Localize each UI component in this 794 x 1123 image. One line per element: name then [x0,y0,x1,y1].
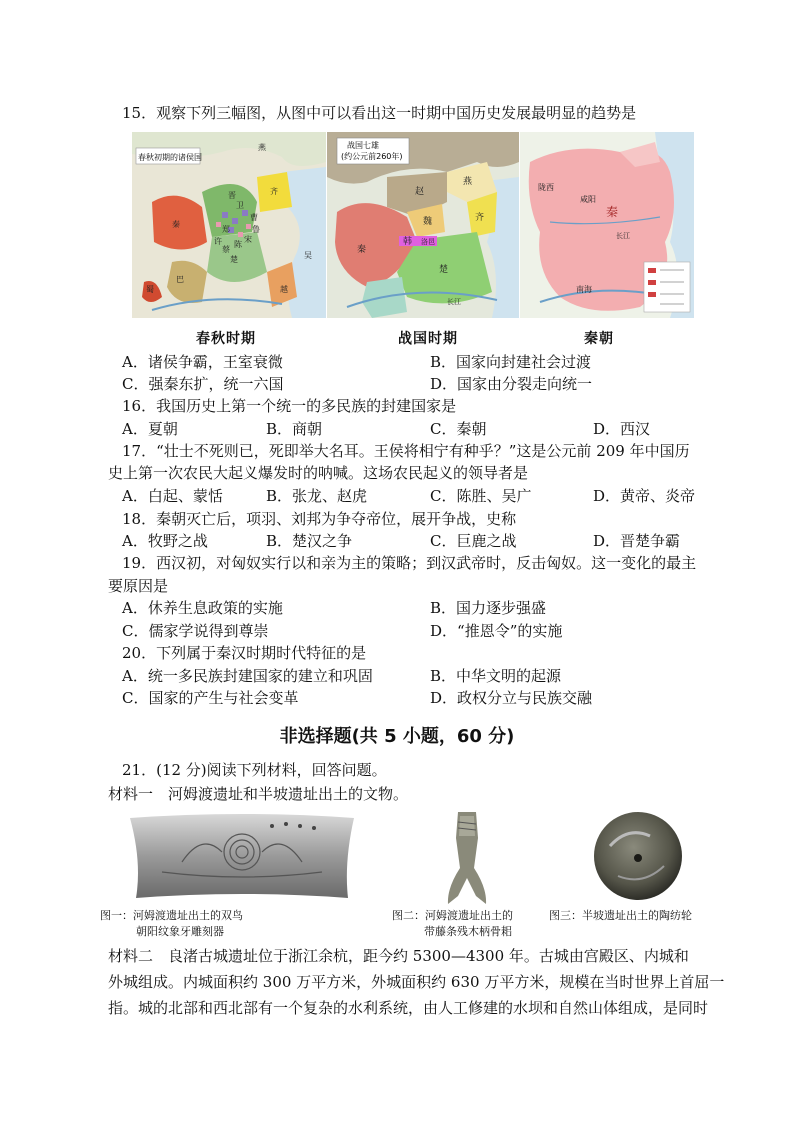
figure1-ivory-carving [122,812,362,902]
map2-label-changjiang: 长江 [447,298,461,306]
q21-material2-line1: 材料二 良渚古城遗址位于浙江余杭，距今约 5300—4300 年。古城由宫殿区、内城和 [108,947,689,965]
map1-label-ba: 巴 [176,275,184,284]
q19-option-d[interactable]: D．“推恩令”的实施 [430,622,563,640]
q19-option-a[interactable]: A．休养生息政策的实施 [122,599,283,617]
q17-stem-line2: 史上第一次农民大起义爆发时的呐喊。这场农民起义的领导者是 [108,464,529,482]
figure2-caption-line1: 图二：河姆渡遗址出土的 [392,909,513,922]
map1-label-qin: 秦 [172,220,180,229]
figure3-caption: 图三：半坡遗址出土的陶纺轮 [549,909,692,922]
q19-option-c[interactable]: C．儒家学说得到尊崇 [122,622,269,640]
map1-label-lu: 鲁 [252,225,260,234]
map-spring-autumn [132,132,326,318]
map2-caption: 战国时期 [398,331,458,347]
map2-inner-title-1: 战国七雄 [347,141,379,150]
q18-option-d[interactable]: D．晋楚争霸 [593,532,681,550]
map2-label-qin: 秦 [357,245,367,255]
figure2-caption-line2: 带藤条残木柄骨耜 [424,925,512,938]
q21-stem: 21．(12 分)阅读下列材料，回答问题。 [122,761,387,779]
map3-label-xianyang: 咸阳 [580,195,596,204]
q15-option-a[interactable]: A．诸侯争霸，王室衰微 [122,353,283,371]
figure1-caption-line2: 朝阳纹象牙雕刻器 [136,925,224,938]
q20-option-d[interactable]: D．政权分立与民族交融 [430,689,593,707]
q15-stem: 15．观察下列三幅图，从图中可以看出这一时期中国历史发展最明显的趋势是 [122,104,637,122]
map1-label-wu: 吴 [304,251,312,260]
q19-stem-line1: 19．西汉初，对匈奴实行以和亲为主的策略；到汉武帝时，反击匈奴。这一变化的最主 [122,554,697,572]
q17-option-d[interactable]: D．黄帝、炎帝 [593,487,696,505]
map2-label-yan: 燕 [463,177,473,187]
q15-option-b[interactable]: B．国家向封建社会过渡 [430,353,592,371]
map2-label-wei: 魏 [423,217,433,227]
map1-caption: 春秋时期 [196,331,256,347]
map2-label-luoyi: 洛邑 [421,238,435,246]
figure1-caption-line1: 图一：河姆渡遗址出土的双鸟 [100,909,243,922]
map1-label-yan: 燕 [258,143,266,152]
map3-label-qin: 秦 [606,205,619,219]
q19-option-b[interactable]: B．国力逐步强盛 [430,599,547,617]
q20-stem: 20．下列属于秦汉时期时代特征的是 [122,644,367,662]
map1-label-chu: 楚 [230,255,238,264]
map1-label-jin: 晋 [228,191,236,200]
q19-stem-line2: 要原因是 [108,577,169,595]
map1-inner-title: 春秋初期的诸侯国 [138,153,202,162]
q21-material1: 材料一 河姆渡遗址和半坡遗址出土的文物。 [108,785,409,803]
map2-label-qi: 齐 [475,213,485,223]
map1-label-wei: 卫 [236,201,244,210]
section-title: 非选择题(共 5 小题，60 分) [279,726,515,747]
q17-option-a[interactable]: A．白起、蒙恬 [122,487,223,505]
q16-option-b[interactable]: B．商朝 [266,420,323,438]
q15-option-d[interactable]: D．国家由分裂走向统一 [430,375,593,393]
q20-option-a[interactable]: A．统一多民族封建国家的建立和巩固 [122,667,373,685]
figure3-spindle-whorl [588,806,688,906]
figure2-bone-spade [432,808,502,908]
map1-label-chen: 陈 [234,240,242,249]
q21-material2-line2: 外城组成。内城面积约 300 万平方米，外城面积约 630 万平方米，规模在当时世界上首屈一 [108,973,725,991]
map1-label-zheng: 郑 [222,225,230,234]
q18-option-c[interactable]: C．巨鹿之战 [430,532,517,550]
map-warring-states [327,132,519,318]
q17-option-b[interactable]: B．张龙、赵虎 [266,487,368,505]
q16-option-d[interactable]: D．西汉 [593,420,651,438]
q16-option-a[interactable]: A．夏朝 [122,420,178,438]
q20-option-b[interactable]: B．中华文明的起源 [430,667,562,685]
map3-caption: 秦朝 [584,331,614,347]
q18-option-a[interactable]: A．牧野之战 [122,532,208,550]
map-qin-dynasty [520,132,694,318]
map1-label-song: 宋 [244,235,252,244]
map1-label-cai: 蔡 [222,245,230,254]
map1-label-qi: 齐 [270,187,278,196]
q20-option-c[interactable]: C．国家的产生与社会变革 [122,689,299,707]
map1-label-yue: 越 [280,285,288,294]
q16-option-c[interactable]: C．秦朝 [430,420,487,438]
q17-stem-line1: 17．“壮士不死则已，死即举大名耳。王侯将相宁有种乎？”这是公元前 209 年中国历 [122,442,690,460]
map1-label-shu: 蜀 [146,285,154,294]
map2-inner-title-2: (约公元前260年) [341,152,403,161]
q16-stem: 16．我国历史上第一个统一的多民族的封建国家是 [122,397,457,415]
map2-label-han: 韩 [403,237,413,247]
map3-label-nanhai: 南海 [576,285,592,294]
map3-label-longxi: 陇西 [538,183,554,192]
q18-stem: 18．秦朝灭亡后，项羽、刘邦为争夺帝位，展开争战，史称 [122,510,517,528]
q18-option-b[interactable]: B．楚汉之争 [266,532,353,550]
map2-label-zhao: 赵 [415,187,425,197]
q15-option-c[interactable]: C．强秦东扩，统一六国 [122,375,284,393]
map3-label-changjiang: 长江 [616,232,630,240]
map2-label-chu: 楚 [439,265,449,275]
map1-label-cao: 曹 [250,213,258,222]
q17-option-c[interactable]: C．陈胜、吴广 [430,487,532,505]
map1-label-xu: 许 [214,237,222,246]
q21-material2-line3: 指。城的北部和西北部有一个复杂的水利系统，由人工修建的水坝和自然山体组成，是同时 [108,999,709,1017]
